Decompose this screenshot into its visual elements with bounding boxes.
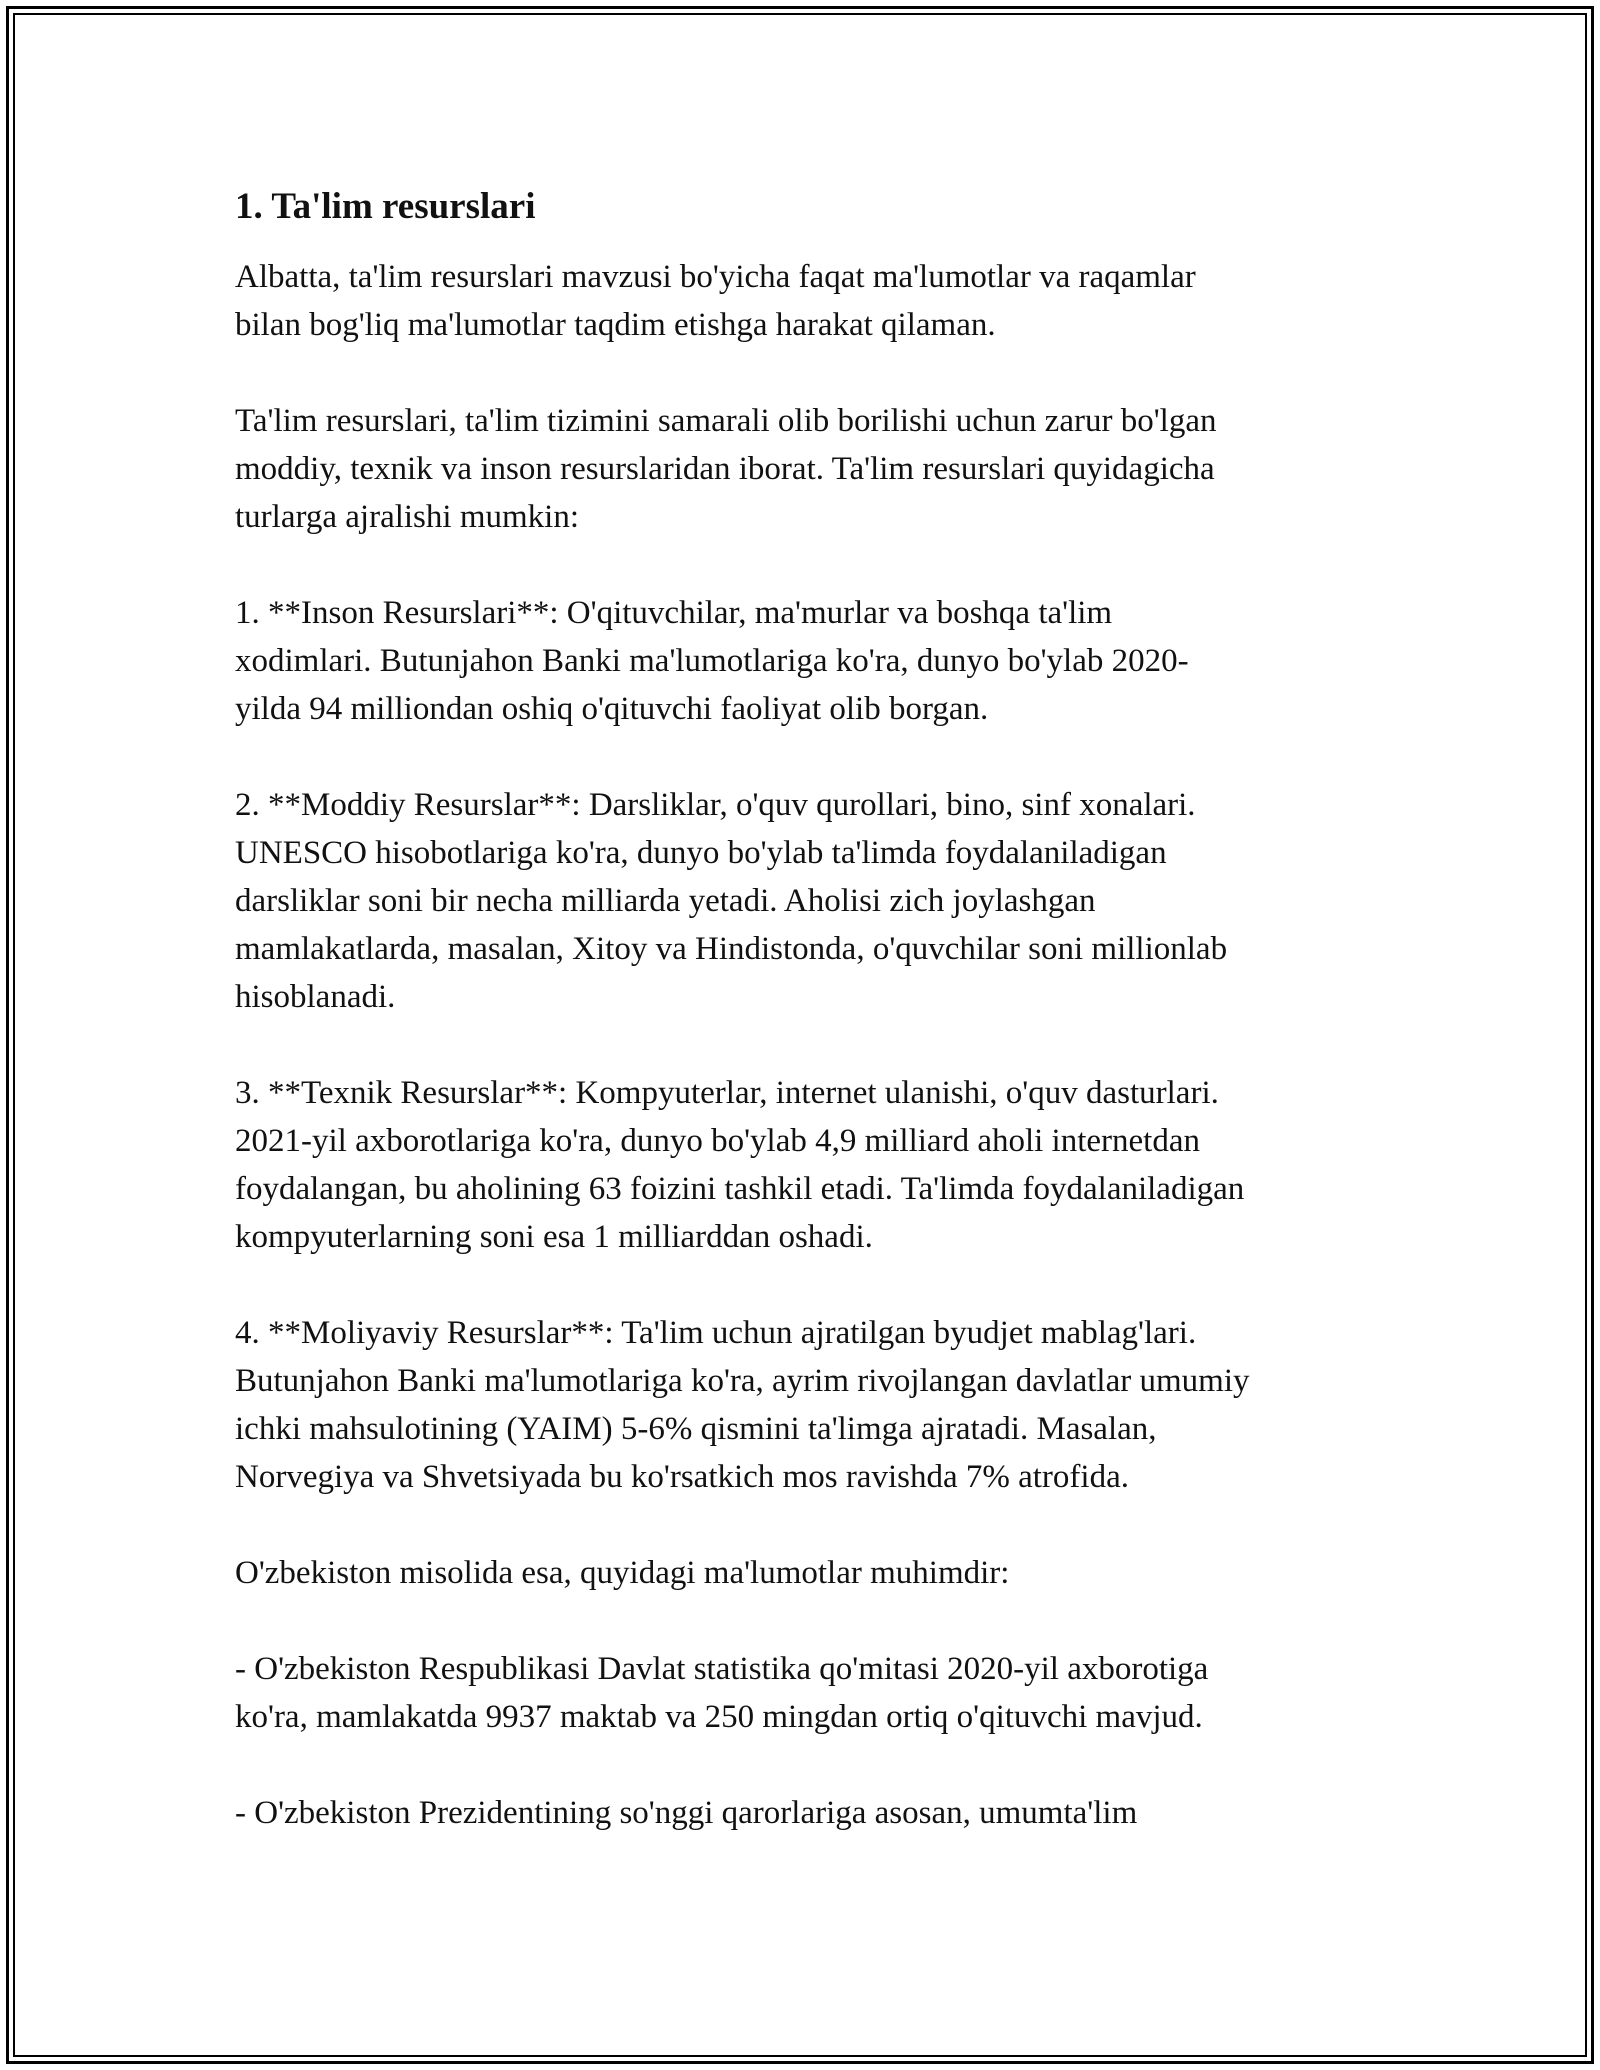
section-heading: 1. Ta'lim resurslari [235, 186, 536, 227]
paragraph-intro: Albatta, ta'lim resurslari mavzusi bo'yicha faqat ma'lumotlar va raqamlar bilan bog'liq ma'lumotlar taqdim etishga harakat qilaman. [235, 259, 1196, 343]
list-item-material-resources: 2. **Moddiy Resurslar**: Darsliklar, o'quv qurollari, bino, sinf xonalari. UNESCO hisobotlariga ko'ra, dunyo bo'ylab ta'limda foydalaniladigan darsliklar soni bir necha milliarda yetadi. Aholisi zich joylashgan mamlakatlarda, masalan, Xitoy va Hindistonda, o'quvchilar soni millionlab hisoblanadi. [235, 787, 1228, 1015]
list-item-human-resources: 1. **Inson Resurslari**: O'qituvchilar, ma'murlar va boshqa ta'lim xodimlari. Butunjahon Banki ma'lumotlariga ko'ra, dunyo bo'ylab 2020- yilda 94 milliondan oshiq o'qituvchi faoliyat olib borgan. [235, 595, 1189, 727]
document-body [235, 183, 1375, 1837]
list-item-technical-resources: 3. **Texnik Resurslar**: Kompyuterlar, internet ulanishi, o'quv dasturlari. 2021-yil axborotlariga ko'ra, dunyo bo'ylab 4,9 milliard aholi internetdan foydalangan, bu aholining 63 foizini tashkil etadi. Ta'limda foydalaniladigan kompyuterlarning soni esa 1 milliarddan oshadi. [235, 1075, 1245, 1255]
bullet-president-decisions: - O'zbekiston Prezidentining so'nggi qarorlariga asosan, umumta'lim [235, 1795, 1138, 1831]
paragraph-definition: Ta'lim resurslari, ta'lim tizimini samarali olib borilishi uchun zarur bo'lgan moddiy, texnik va inson resurslaridan iborat. Ta'lim resurslari quyidagicha turlarga ajralishi mumkin: [235, 403, 1217, 535]
bullet-statistics-committee: - O'zbekiston Respublikasi Davlat statistika qo'mitasi 2020-yil axborotiga ko'ra, mamlakatda 9937 maktab va 250 mingdan ortiq o'qituvchi mavjud. [235, 1651, 1209, 1735]
paragraph-uzbekistan-intro: O'zbekiston misolida esa, quyidagi ma'lumotlar muhimdir: [235, 1555, 1010, 1591]
list-item-financial-resources: 4. **Moliyaviy Resurslar**: Ta'lim uchun ajratilgan byudjet mablag'lari. Butunjahon Banki ma'lumotlariga ko'ra, ayrim rivojlangan davlatlar umumiy ichki mahsulotining (YAIM) 5-6% qismini ta'limga ajratadi. Masalan, Norvegiya va Shvetsiyada bu ko'rsatkich mos ravishda 7% atrofida. [235, 1315, 1250, 1495]
